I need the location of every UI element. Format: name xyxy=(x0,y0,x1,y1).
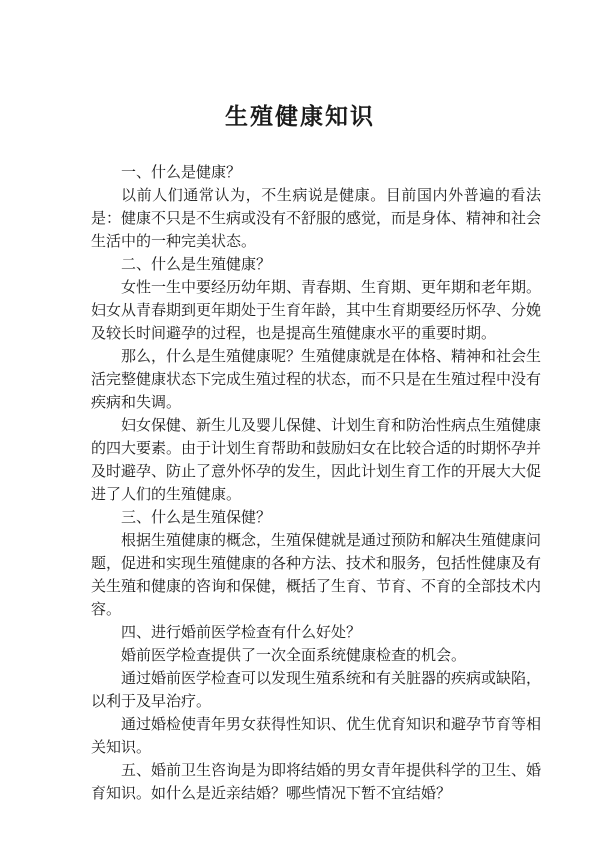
section-heading-4: 四、进行婚前医学检查有什么好处？ xyxy=(121,623,362,641)
paragraph: 通过婚检使青年男女获得性知识、优生优育知识和避孕节育等相关知识。 xyxy=(91,715,542,756)
paragraph: 那么，什么是生殖健康呢？生殖健康就是在体格、精神和社会生活完整健康状态下完成生殖过程的状态，而不只是在生殖过程中没有疾病和失调。 xyxy=(91,347,542,411)
paragraph: 以前人们通常认为，不生病说是健康。目前国内外普遍的看法是：健康不只是不生病或没有不舒服的感觉，而是身体、精神和社会生活中的一种完美状态。 xyxy=(91,186,542,250)
section-heading-1: 一、什么是健康？ xyxy=(121,163,242,181)
paragraph: 根据生殖健康的概念，生殖保健就是通过预防和解决生殖健康问题，促进和实现生殖健康的各种方法、技术和服务，包括性健康及有关生殖和健康的咨询和保健，概括了生育、节育、不育的全部技术内容。 xyxy=(91,531,542,618)
paragraph: 女性一生中要经历幼年期、青春期、生育期、更年期和老年期。妇女从青春期到更年期处于生育年龄，其中生育期要经历怀孕、分娩及较长时间避孕的过程，也是提高生殖健康水平的重要时期。 xyxy=(91,278,542,342)
section-heading-2: 二、什么是生殖健康？ xyxy=(121,255,272,273)
page-title: 生殖健康知识 xyxy=(225,104,375,130)
paragraph: 通过婚前医学检查可以发现生殖系统和有关脏器的疾病或缺陷，以利于及早治疗。 xyxy=(91,669,542,710)
paragraph: 妇女保健、新生儿及婴儿保健、计划生育和防治性病点生殖健康的四大要素。由于计划生育帮助和鼓励妇女在比较合适的时期怀孕并及时避孕、防止了意外怀孕的发生，因此计划生育工作的开展大大促进了人们的生殖健康。 xyxy=(91,416,542,503)
section-heading-3: 三、什么是生殖保健？ xyxy=(121,508,272,526)
section-heading-5: 五、婚前卫生咨询是为即将结婚的男女青年提供科学的卫生、婚育知识。如什么是近亲结婚？哪些情况下暂不宜结婚？ xyxy=(91,761,542,802)
paragraph: 婚前医学检查提供了一次全面系统健康检查的机会。 xyxy=(121,646,467,664)
document-body xyxy=(91,161,541,805)
